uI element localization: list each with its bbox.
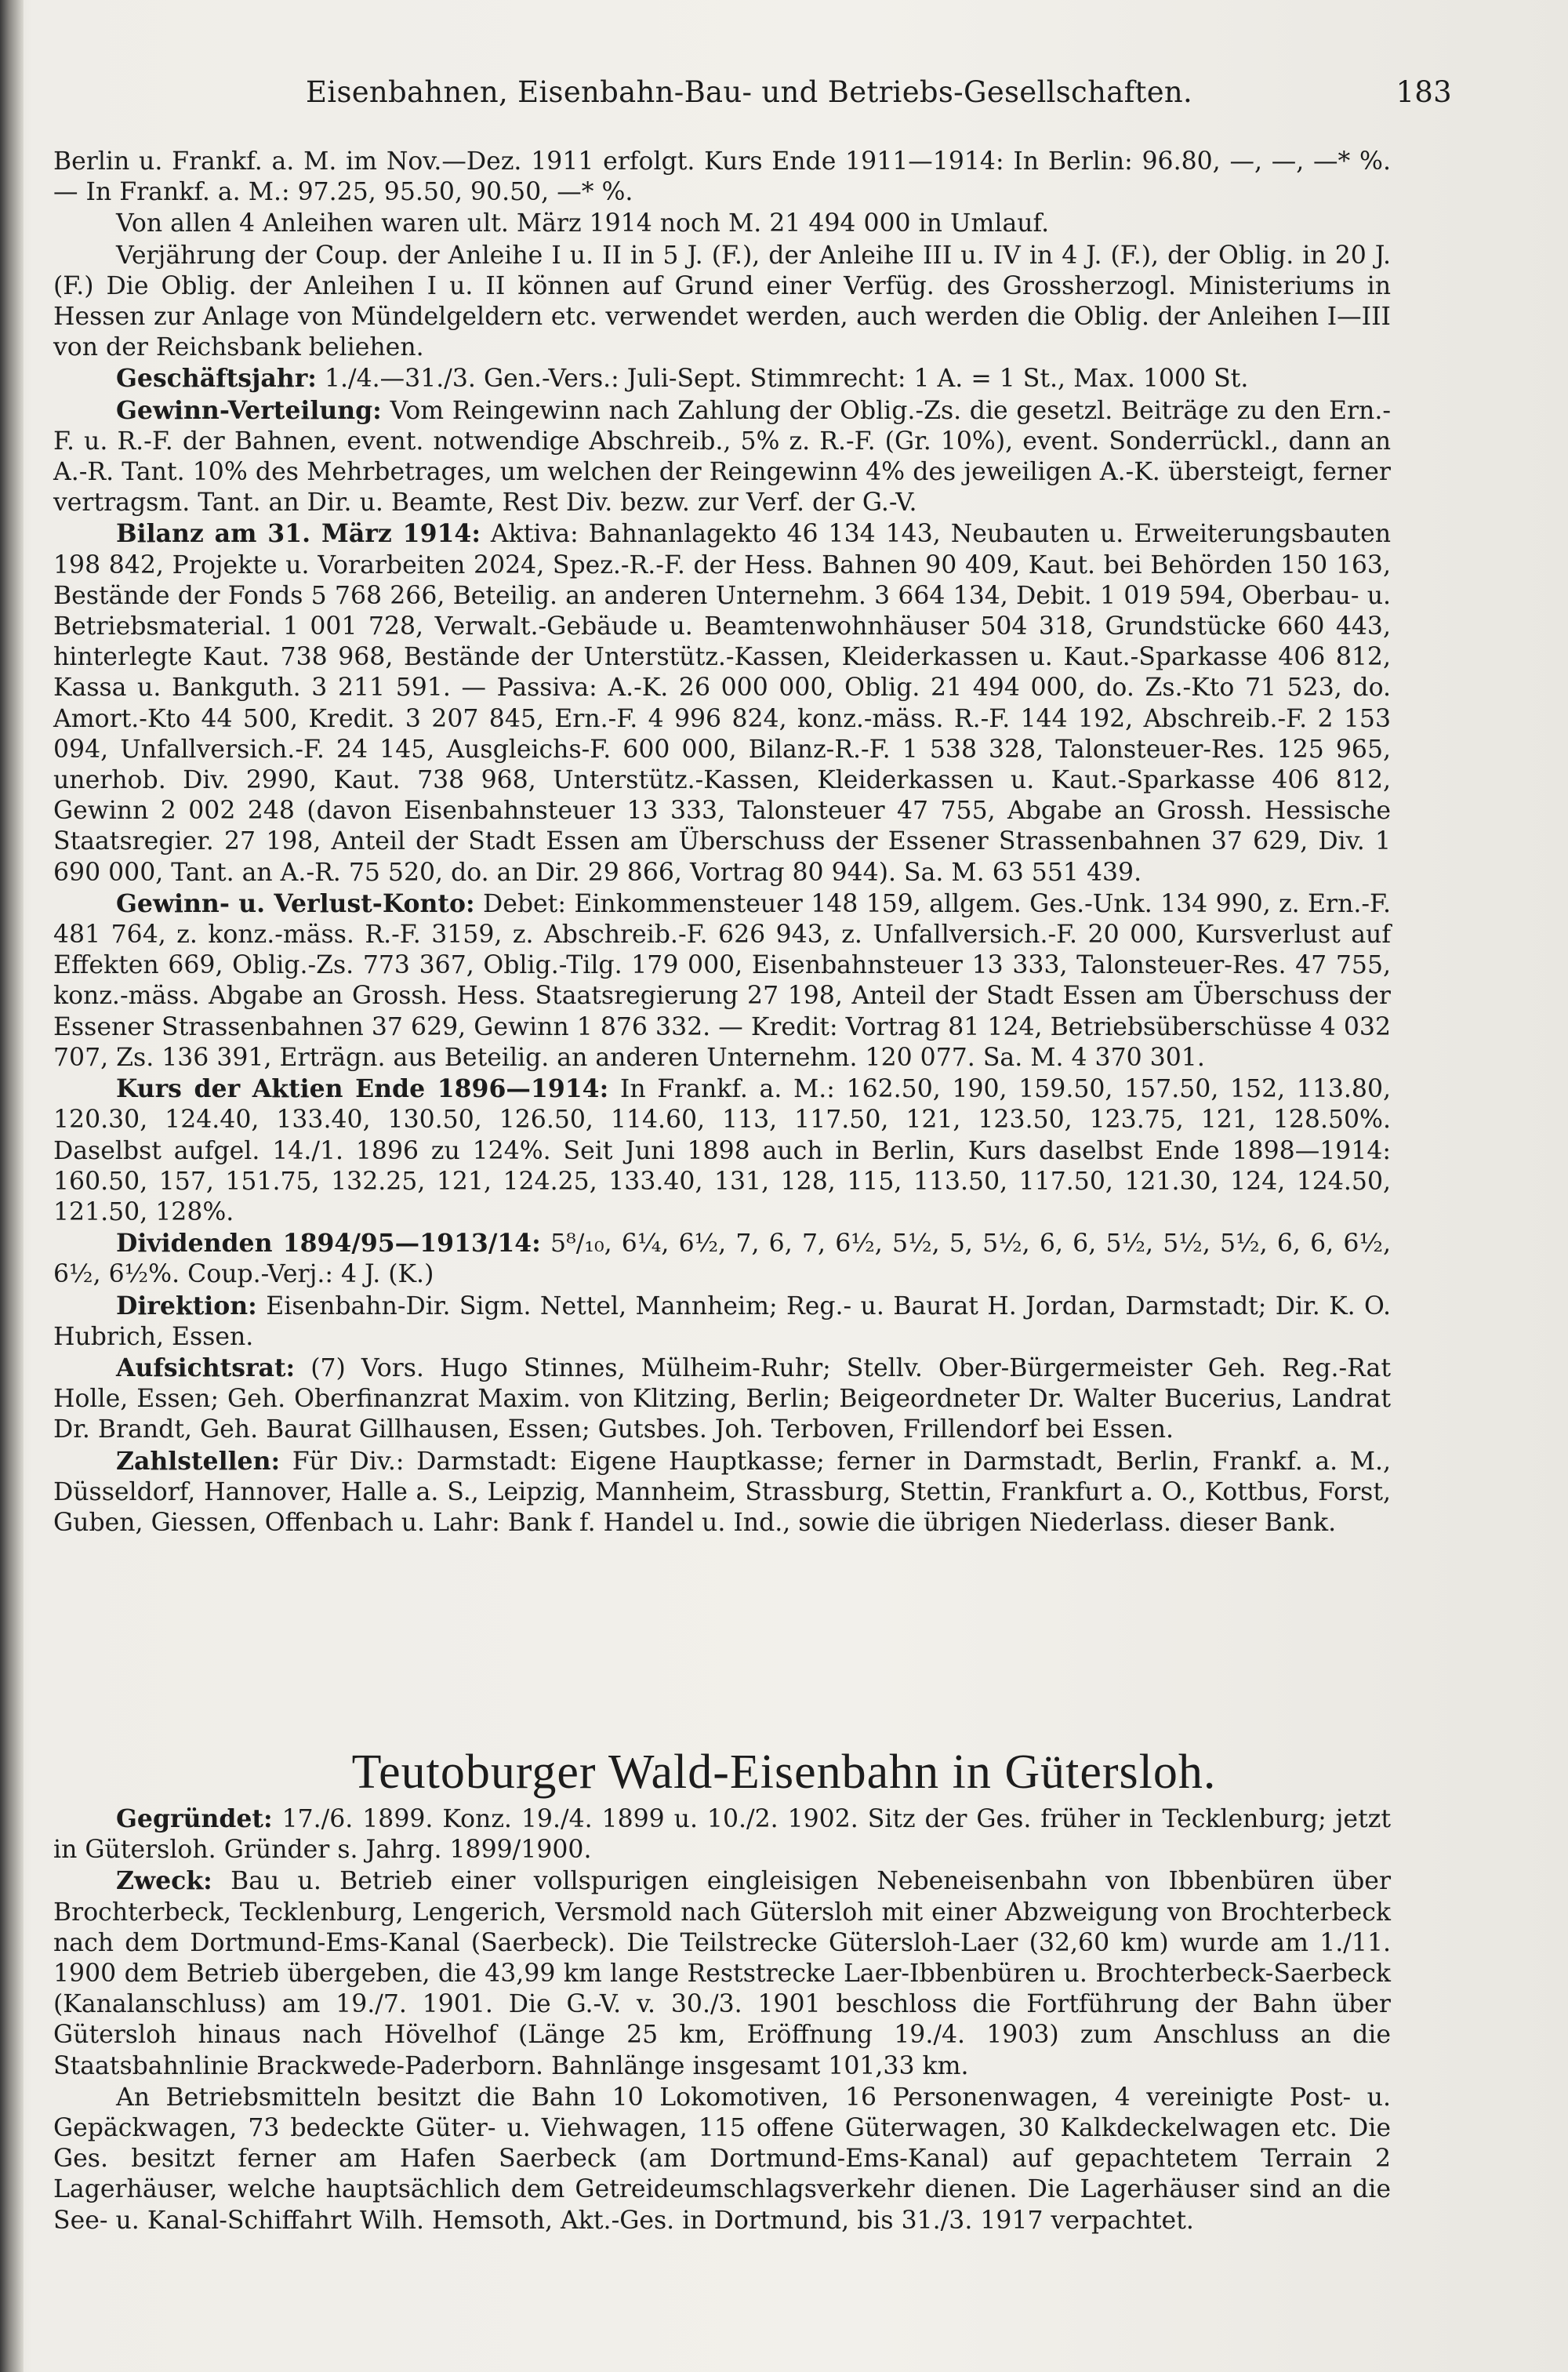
paragraph-text: Aktiva: Bahnanlagekto 46 134 143, Neubauten u. Erweiterungsbauten 198 842, Projekte u. Vorarbeiten 2024, Spez.-R.-F. der Hess. Bahnen 90 409, Kaut. bei Behörden 150 163, Bestände der Fonds 5 768 266, Beteilig. an anderen Unternehm. 3 664 134, Debit. 1 019 594, Oberbau- u. Betriebsmaterial. 1 001 728, Verwalt.-Gebäude u. Beamtenwohnhäuser 504 318, Grundstücke 660 443, hinterlegte Kaut. 738 968, Bestände der Unterstütz.-Kassen, Kleiderkassen u. Kaut.-Sparkasse 406 812, Kassa u. Bankguth. 3 211 591. — Passiva: A.-K. 26 000 000, Oblig. 21 494 000, do. Zs.-Kto 71 523, do. Amort.-Kto 44 500, Kredit. 3 207 845, Ern.-F. 4 996 824, konz.-mäss. R.-F. 144 192, Abschreib.-F. 2 153 094, Unfallversich.-F. 24 145, Ausgleichs-F. 600 000, Bilanz-R.-F. 1 538 328, Talonsteuer-Res. 125 965, unerhob. Div. 2990, Kaut. 738 968, Unterstütz.-Kassen, Kleiderkassen u. Kaut.-Sparkasse 406 812, Gewinn 2 002 248 (davon Eisenbahnsteuer 13 333, Talonsteuer 47 755, Abgabe an Grossh. Hessische Staatsregier. 27 198, Anteil der Stadt Essen am Überschuss der Essener Strassenbahnen 37 629, Div. 1 690 000, Tant. an A.-R. 75 520, do. an Dir. 29 866, Vortrag 80 944). Sa. M. 63 551 439. [53, 520, 1392, 887]
paragraph [53, 395, 1391, 519]
paragraph-text: Für Div.: Darmstadt: Eigene Hauptkasse; ferner in Darmstadt, Berlin, Frankf. a. M., Düsseldorf, Hannover, Halle a. S., Leipzig, Mannheim, Strassburg, Stettin, Frankfurt a. O., Kottbus, Forst, Guben, Giessen, Offenbach u. Lahr: Bank f. Handel u. Ind., sowie die übrigen Niederlass. dieser Bank. [53, 1447, 1392, 1537]
paragraph-text: Vom Reingewinn nach Zahlung der Oblig.-Zs. die gesetzl. Beiträge zu den Ern.-F. u. R.-F. der Bahnen, event. notwendige Abschreib., 5% z. R.-F. (Gr. 10%), event. Sonderrückl., dann an A.-R. Tant. 10% des Mehrbetrages, um welchen der Reingewinn 4% des jeweiligen A.-K. übersteigt, ferner vertragsm. Tant. an Dir. u. Beamte, Rest Div. bezw. zur Verf. der G.-V. [53, 396, 1391, 518]
paragraph-text: Bau u. Betrieb einer vollspurigen eingleisigen Nebeneisenbahn von Ibbenbüren über Brochterbeck, Tecklenburg, Lengerich, Versmold nach Gütersloh mit einer Abzweigung von Brochterbeck nach dem Dortmund-Ems-Kanal (Saerbeck). Die Teilstrecke Gütersloh-Laer (32,60 km) wurde am 1./11. 1900 dem Betrieb übergeben, die 43,99 km lange Reststrecke Laer-Ibbenbüren u. Brochterbeck-Saerbeck (Kanalanschluss) am 19./7. 1901. Die G.-V. v. 30./3. 1901 beschloss die Fortführung der Bahn über Gütersloh hinaus nach Hövelhof (Länge 25 km, Eröffnung 19./4. 1903) zum Anschluss an die Staatsbahnlinie Brackwede-Paderborn. Bahnlänge insgesamt 101,33 km. [53, 1867, 1391, 2080]
section-title: Teutoburger Wald-Eisenbahn in Gütersloh. [351, 1745, 1217, 1799]
paragraph [53, 1446, 1391, 1539]
paragraph-label: Zahlstellen: [116, 1446, 281, 1476]
paragraph-text: 5⁸/₁₀, 6¼, 6½, 7, 6, 7, 6½, 5½, 5, 5½, 6, 6, 5½, 5½, 5½, 6, 6, 6½, 6½, 6½%. Coup.-Verj.: 4 J. (K.) [53, 1230, 1391, 1289]
book-spine-shadow [0, 0, 24, 2372]
paragraph-text: Von allen 4 Anleihen waren ult. März 1914 noch M. 21 494 000 in Umlauf. [116, 209, 1050, 238]
paragraph [53, 518, 1391, 888]
paragraph-text: 1./4.—31./3. Gen.-Vers.: Juli-Sept. Stimmrecht: 1 A. = 1 St., Max. 1000 St. [324, 365, 1249, 394]
company-entry-continued [53, 146, 1391, 1538]
paragraph [53, 888, 1391, 1073]
paragraph-label: Geschäftsjahr: [116, 364, 317, 394]
paragraph-label: Gewinn- u. Verlust-Konto: [116, 888, 475, 918]
paragraph-text: Debet: Einkommensteuer 148 159, allgem. Ges.-Unk. 134 990, z. Ern.-F. 481 764, z. konz.-mäss. R.-F. 3159, z. Abschreib.-F. 626 943, z. Unfallversich.-F. 20 000, Kursverlust auf Effekten 669, Oblig.-Zs. 773 367, Oblig.-Tilg. 179 000, Eisenbahnsteuer 13 333, Talonsteuer-Res. 47 755, konz.-mäss. Abgabe an Grossh. Hess. Staatsregierung 27 198, Anteil der Stadt Essen am Überschuss der Essener Strassenbahnen 37 629, Gewinn 1 876 332. — Kredit: Vortrag 81 124, Betriebsüberschüsse 4 032 707, Zs. 136 391, Erträgn. aus Beteilig. an anderen Unternehm. 120 077. Sa. M. 4 370 301. [53, 889, 1392, 1072]
paragraph-label: Kurs der Aktien Ende 1896—1914: [116, 1074, 609, 1104]
paragraph-label: Gewinn-Verteilung: [116, 395, 382, 425]
paragraph-label: Dividenden 1894/95—1913/14: [116, 1229, 541, 1259]
paragraph-label: Bilanz am 31. März 1914: [116, 519, 481, 549]
paragraph-text: An Betriebsmitteln besitzt die Bahn 10 Lokomotiven, 16 Personenwagen, 4 vereinigte Post- u. Gepäckwagen, 73 bedeckte Güter- u. Viehwagen, 115 offene Güterwagen, 30 Kalkdeckelwagen etc. Die Ges. besitzt ferner am Hafen Saerbeck (am Dortmund-Ems-Kanal) auf gepachtetem Terrain 2 Lagerhäuser, welche hauptsächlich dem Getreideumschlagsverkehr dienen. Die Lagerhäuser sind an die See- u. Kanal-Schiffahrt Wilh. Hemsoth, Akt.-Ges. in Dortmund, bis 31./3. 1917 verpachtet. [53, 2083, 1391, 2235]
paragraph [53, 1228, 1391, 1290]
running-head [306, 69, 1466, 116]
paragraph-label: Zweck: [116, 1866, 212, 1896]
paragraph-label: Gegründet: [116, 1804, 273, 1833]
paragraph [53, 1804, 1391, 1865]
paragraph [53, 1073, 1391, 1228]
paragraph-text: 17./6. 1899. Konz. 19./4. 1899 u. 10./2. 1902. Sitz der Ges. früher in Tecklenburg; jetzt in Gütersloh. Gründer s. Jahrg. 1899/1900. [53, 1805, 1391, 1865]
paragraph [53, 1865, 1391, 2081]
paragraph-text: Verjährung der Coup. der Anleihe I u. II in 5 J. (F.), der Anleihe III u. IV in 4 J. (F.), der Oblig. in 20 J. (F.) Die Oblig. der Anleihen I u. II können auf Grund einer Verfüg. des Grossherzogl. Ministeriums in Hessen zur Anlage von Mündelgeldern etc. verwendet werden, auch werden die Oblig. der Anleihen I—III von der Reichsbank beliehen. [53, 241, 1391, 362]
paragraph-text: Eisenbahn-Dir. Sigm. Nettel, Mannheim; Reg.- u. Baurat H. Jordan, Darmstadt; Dir. K. O. Hubrich, Essen. [53, 1291, 1392, 1351]
paragraph [53, 146, 1391, 208]
paragraph-label: Direktion: [116, 1291, 257, 1320]
company-entry [53, 1804, 1391, 2236]
page-number: 183 [1396, 75, 1452, 109]
paragraph [53, 208, 1391, 239]
paragraph [53, 1291, 1391, 1353]
paragraph-text: In Frankf. a. M.: 162.50, 190, 159.50, 157.50, 152, 113.80, 120.30, 124.40, 133.40, 130.50, 126.50, 114.60, 113, 117.50, 121, 123.50, 123.75, 121, 128.50%. Daselbst aufgel. 14./1. 1896 zu 124%. Seit Juni 1898 auch in Berlin, Kurs daselbst Ende 1898—1914: 160.50, 157, 151.75, 132.25, 121, 124.25, 133.40, 131, 128, 115, 113.50, 117.50, 121.30, 124, 124.50, 121.50, 128%. [53, 1075, 1392, 1226]
running-head-title: Eisenbahnen, Eisenbahn-Bau- und Betriebs-Gesellschaften. [306, 75, 1193, 109]
paragraph [53, 1353, 1391, 1446]
paragraph-text: Berlin u. Frankf. a. M. im Nov.—Dez. 1911 erfolgt. Kurs Ende 1911—1914: In Berlin: 96.80, —, —, —* %. — In Frankf. a. M.: 97.25, 95.50, 90.50, —* %. [53, 147, 1391, 207]
paragraph-text: (7) Vors. Hugo Stinnes, Mülheim-Ruhr; Stellv. Ober-Bürgermeister Geh. Reg.-Rat Holle, Essen; Geh. Oberfinanzrat Maxim. von Klitzing, Berlin; Beigeordneter Dr. Walter Bucerius, Landrat Dr. Brandt, Geh. Baurat Gillhausen, Essen; Gutsbes. Joh. Terboven, Frillendorf bei Essen. [53, 1353, 1391, 1444]
paragraph [53, 240, 1391, 364]
paragraph-label: Aufsichtsrat: [116, 1353, 296, 1382]
paragraph [53, 363, 1391, 394]
paragraph [53, 2082, 1391, 2236]
